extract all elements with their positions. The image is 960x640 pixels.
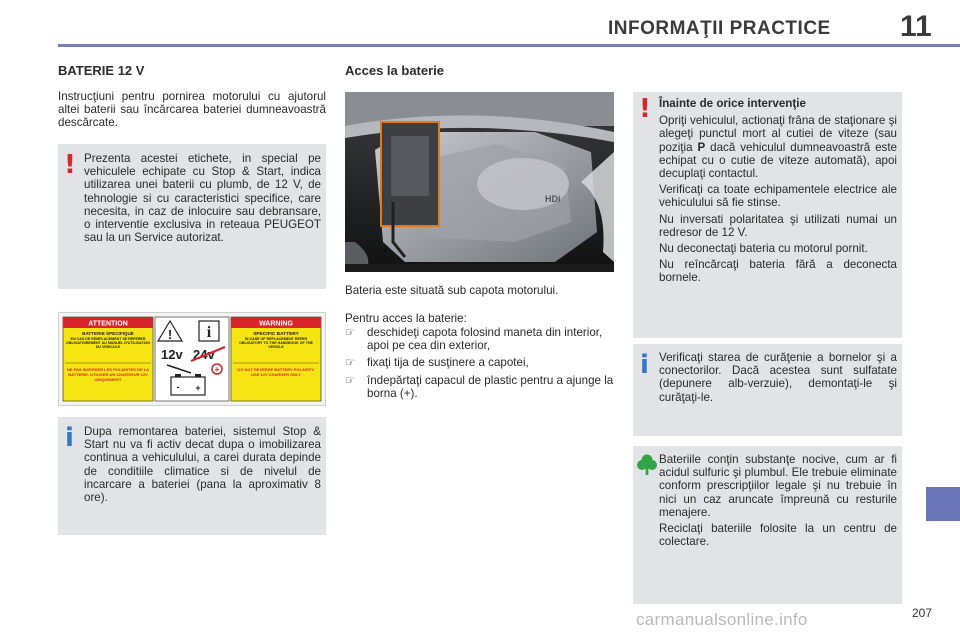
access-steps-list [345,326,615,404]
svg-text:-: - [176,382,180,392]
label-warning: WARNING [259,320,293,328]
page-title: INFORMAŢII PRACTICE [608,18,831,39]
svg-text:+: + [195,383,201,393]
svg-text:i: i [206,324,212,341]
svg-text:!: ! [167,327,173,342]
pointing-hand-icon: ☞ [345,356,356,370]
label-fr-top-sub: EN CAS DE REMPLACEMENT SE REFERER OBLIGATOIREMENT AU MANUEL D'UTILISATION DU VEHICULE [66,337,150,350]
battery-intro: Instrucţiuni pentru pornirea motorului cu ajutorul altei baterii sau încărcarea bateriei dumneavoastră descărcate. [58,90,326,130]
chapter-side-tab [926,487,960,521]
label-en-top-sub: IN CASE OF REPLACEMENT REFER OBLIGATORY TO THE HANDBOOK OF THE VEHICLE [239,337,313,350]
chapter-number: 11 [900,10,932,43]
label-fr-bottom: NE PAS INVERSER LES POLARITES DE LA BATTERIE. UTILISER UN CHARGEUR 12V UNIQUEMENT [66,367,150,382]
label-attention: ATTENTION [88,320,128,328]
list-item: ☞ deschideţi capota folosind maneta din interior, apoi pe cea din exterior, [345,326,603,353]
warning-step-4: Nu deconectaţi bateria cu motorul pornit. [659,242,868,256]
warning-step-5: Nu reîncărcaţi bateria fără a deconecta bornele. [659,258,897,285]
eco-box-recycling [633,446,902,604]
eco-leaf-icon [637,454,657,476]
list-item: ☞ fixaţi tija de susţinere a capotei, [345,356,529,370]
access-section-title: Acces la baterie [345,63,445,78]
access-intro-text: Pentru acces la baterie: [345,312,467,325]
page-number: 207 [912,606,933,620]
battery-location-text: Bateria este situată sub capota motorului. [345,284,559,297]
eco-text-1: Bateriile conţin substanţe nocive, cum ar fi acidul sulfuric şi plumbul. Ele trebuie eliminate conform prescripţiilor legale şi nu trebuie în nici un caz aruncate împreună cu resturile menajere. [659,453,897,519]
svg-text:+: + [214,365,220,374]
eco-text-2: Reciclaţi bateriile folosite la un centru de colectare. [659,522,897,549]
warning-step-2: Verificaţi ca toate echipamentele electrice ale vehiculului să fie stinse. [659,183,897,210]
battery-warning-label-image [58,312,326,406]
engine-badge: HDi [545,194,561,204]
label-24v: 24v [193,347,215,362]
warning-step-3: Nu inversati polaritatea şi utilizati numai un redresor de 12 V. [659,212,897,239]
warning-text: Prezenta acestei etichete, in special pe vehiculele echipate cu Stop & Start, indica utilizarea unei baterii cu plumb, de 12 V, de tehnologie si cu caracteristici specifice, care necesita, in caz de inlocuire sau debransare, o interventie exclusiva in reteaua PEUGEOT sau la un Service autorizat. [84,152,321,245]
info-box-cleanliness [633,344,902,436]
label-en-top: SPECIFIC BATTERY [253,332,299,337]
pointing-hand-icon: ☞ [345,373,356,387]
battery-section-title: BATERIE 12 V [58,63,145,78]
warning-title: Înainte de orice intervenţie [659,97,806,110]
watermark: carmanualsonline.info [636,610,808,629]
info-icon: i [640,350,649,380]
info-text-stop-start: Dupa remontarea bateriei, sistemul Stop & Start nu va fi activ decat dupa o imobilizarea continua a vehiculului, a carei durata depinde de conditiile climatice si de nivelul de incarcare a bateriei (pana la aproximativ 8 ore). [84,425,321,505]
warning-step-1: Opriţi vehiculul, actionaţi frâna de staţionare şi alegeţi punctul mort al cutiei de viteze (sau poziţia P dacă vehiculul dumneavoastră este echipat cu o cutie de viteze automată), apoi decuplaţi contactul. [659,114,898,181]
battery-label-graphic [59,313,325,405]
warning-content [659,97,897,288]
info-box-stop-start [58,417,326,535]
info-icon: i [65,423,74,453]
warning-box-label [58,144,326,289]
warning-box-before-intervention [633,92,902,338]
eco-content [659,453,897,551]
info-text-cleanliness: Verificaţi starea de curăţenie a bornelor şi a conectorilor. Dacă acestea sunt sulfatate (depunere alb-verzuie), demontaţi-le şi curăţaţi-le. [659,351,897,404]
pointing-hand-icon: ☞ [345,326,356,339]
list-item: ☞ îndepărtaţi capacul de plastic pentru a ajunge la borna (+). [345,373,614,400]
label-en-bottom: DO NOT REVERSE BATTERY POLARITY. USE 12V CHARGER ONLY [237,367,315,377]
label-12v: 12v [161,347,183,362]
warning-icon: ! [64,150,76,180]
label-fr-top: BATTERIE SPECIFIQUE [82,331,134,336]
header-rule [58,44,960,47]
engine-bay-photo [345,92,614,272]
engine-bay-graphic [345,92,614,272]
warning-icon: ! [639,94,651,124]
